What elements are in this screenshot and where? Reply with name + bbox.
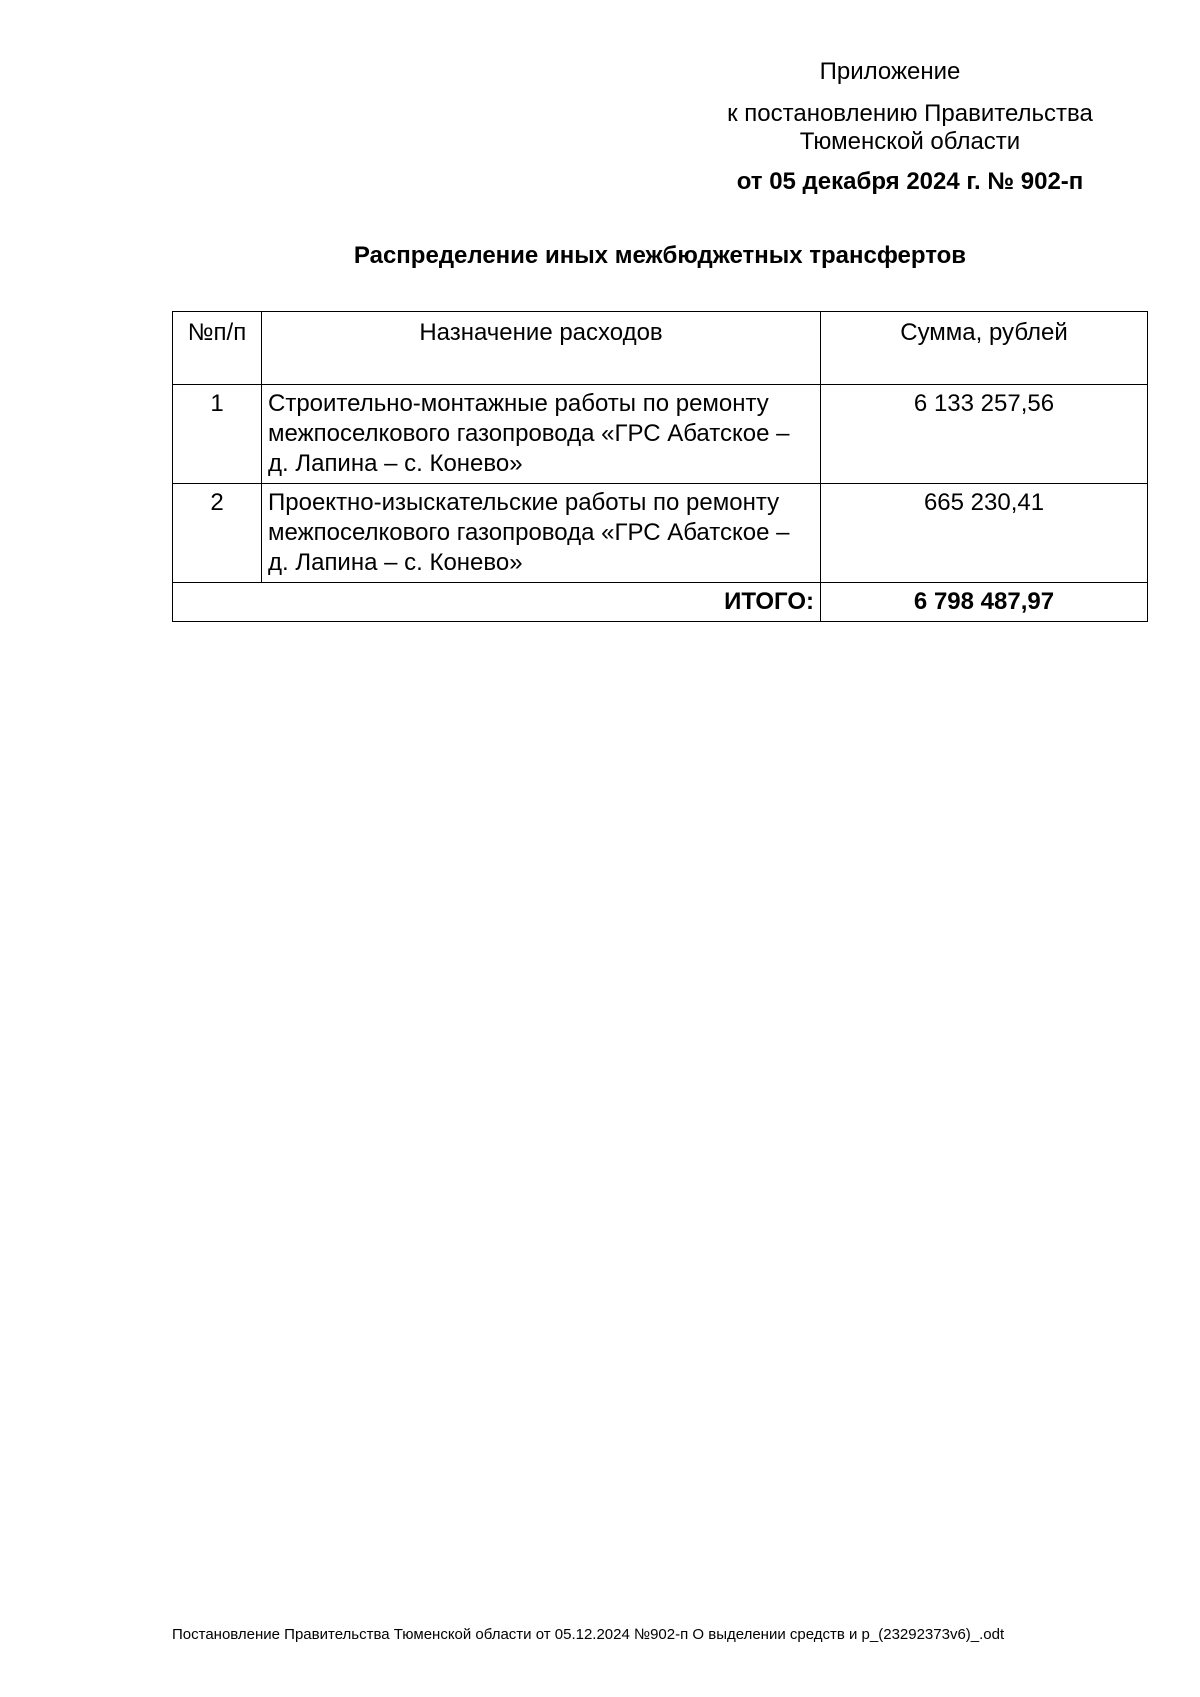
transfers-table — [172, 311, 1148, 622]
document-header — [700, 58, 1120, 196]
page-footer: Постановление Правительства Тюменской области от 05.12.2024 №902-п О выделении средств и р_(23292373v6)_.odt — [172, 1626, 1005, 1643]
row-purpose: Строительно-монтажные работы по ремонту межпоселкового газопровода «ГРС Абатское – д. Лапина – с. Конево» — [262, 385, 821, 484]
column-header-purpose: Назначение расходов — [262, 312, 821, 385]
table-header-row — [173, 312, 1148, 385]
row-sum: 665 230,41 — [821, 484, 1148, 583]
total-sum: 6 798 487,97 — [821, 583, 1148, 622]
column-header-number: №п/п — [173, 312, 262, 385]
total-label: ИТОГО: — [173, 583, 821, 622]
row-purpose: Проектно-изыскательские работы по ремонту межпоселкового газопровода «ГРС Абатское – д. Лапина – с. Конево» — [262, 484, 821, 583]
resolution-reference: к постановлению Правительства — [727, 100, 1093, 127]
resolution-date-number: от 05 декабря 2024 г. № 902-п — [736, 168, 1084, 195]
row-sum: 6 133 257,56 — [821, 385, 1148, 484]
column-header-sum: Сумма, рублей — [821, 312, 1148, 385]
region-name: Тюменской области — [799, 128, 1021, 155]
table-row — [173, 385, 1148, 484]
table-row — [173, 484, 1148, 583]
table-total-row — [173, 583, 1148, 622]
document-title: Распределение иных межбюджетных трансфертов — [353, 242, 967, 269]
appendix-label: Приложение — [819, 58, 961, 85]
row-number: 2 — [173, 484, 262, 583]
row-number: 1 — [173, 385, 262, 484]
